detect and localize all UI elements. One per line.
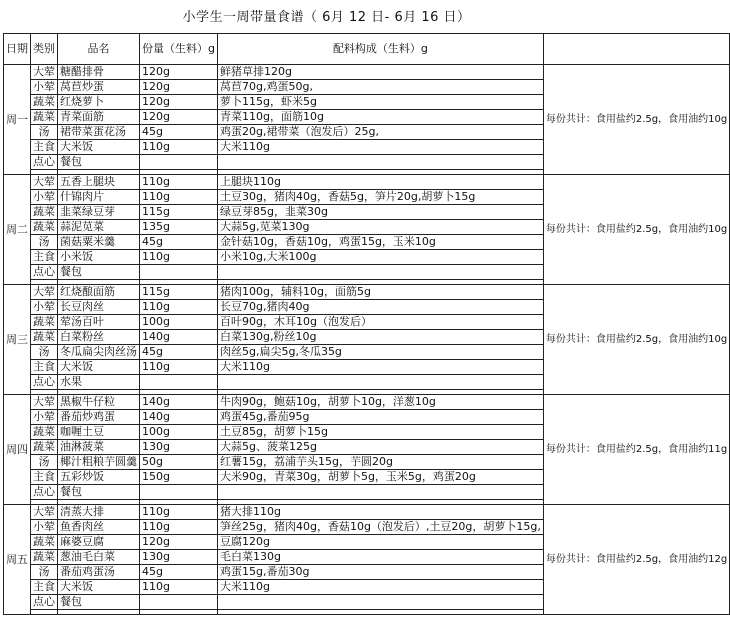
ingredients-cell: 绿豆芽85g，韭菜30g	[217, 205, 543, 220]
ingredients-cell: 鸡蛋20g,裙带菜（泡发后）25g,	[217, 125, 543, 140]
portion-cell	[140, 595, 218, 610]
portion-cell: 130g	[140, 440, 218, 455]
category-cell: 汤	[31, 565, 58, 580]
ingredients-cell: 豆腐120g	[217, 535, 543, 550]
category-cell: 主食	[31, 140, 58, 155]
category-cell: 蔬菜	[31, 110, 58, 125]
category-cell: 蔬菜	[31, 220, 58, 235]
portion-cell: 100g	[140, 315, 218, 330]
portion-cell: 140g	[140, 410, 218, 425]
dish-name-cell: 蒜泥苋菜	[58, 220, 140, 235]
category-cell: 点心	[31, 375, 58, 390]
dish-name-cell: 五香上腿块	[58, 175, 140, 190]
ingredients-cell: 土豆85g，胡萝卜15g	[217, 425, 543, 440]
portion-cell: 45g	[140, 235, 218, 250]
dish-name-cell: 番茄鸡蛋汤	[58, 565, 140, 580]
dish-name-cell: 红烧酿面筋	[58, 285, 140, 300]
dish-name-cell: 油淋菠菜	[58, 440, 140, 455]
table-row	[4, 175, 730, 190]
dish-name-cell: 黑椒牛仔粒	[58, 395, 140, 410]
category-cell: 主食	[31, 470, 58, 485]
portion-cell: 110g	[140, 250, 218, 265]
ingredients-cell: 小米10g,大米100g	[217, 250, 543, 265]
dish-name-cell: 冬瓜扁尖肉丝汤	[58, 345, 140, 360]
header-category: 类别	[31, 34, 58, 65]
day-label: 周二	[4, 175, 31, 285]
menu-table	[3, 33, 730, 615]
category-cell: 主食	[31, 580, 58, 595]
portion-cell: 115g	[140, 205, 218, 220]
dish-name-cell: 糖醋排骨	[58, 65, 140, 80]
category-cell: 大荤	[31, 65, 58, 80]
dish-name-cell: 大米饭	[58, 140, 140, 155]
portion-cell: 110g	[140, 190, 218, 205]
day-label: 周四	[4, 395, 31, 505]
portion-cell: 45g	[140, 565, 218, 580]
category-cell: 汤	[31, 235, 58, 250]
ingredients-cell	[217, 375, 543, 390]
header-day: 日期	[4, 34, 31, 65]
ingredients-cell: 百叶90g，木耳10g（泡发后）	[217, 315, 543, 330]
ingredients-cell: 鸡蛋15g,番茄30g	[217, 565, 543, 580]
portion-cell: 50g	[140, 455, 218, 470]
category-cell: 小荤	[31, 410, 58, 425]
portion-cell	[140, 265, 218, 280]
ingredients-cell: 鸡蛋45g,番茄95g	[217, 410, 543, 425]
category-cell: 小荤	[31, 190, 58, 205]
dish-name-cell: 葱油毛白菜	[58, 550, 140, 565]
portion-cell: 115g	[140, 285, 218, 300]
dish-name-cell: 红烧萝卜	[58, 95, 140, 110]
ingredients-cell	[217, 595, 543, 610]
category-cell: 大荤	[31, 505, 58, 520]
dish-name-cell: 番茄炒鸡蛋	[58, 410, 140, 425]
dish-name-cell: 荤汤百叶	[58, 315, 140, 330]
nutrition-note: 每份共计：食用盐约2.5g，食用油约10g	[543, 65, 729, 175]
ingredients-cell: 大米110g	[217, 580, 543, 595]
dish-name-cell: 水果	[58, 375, 140, 390]
dish-name-cell: 餐包	[58, 265, 140, 280]
dish-name-cell: 餐包	[58, 595, 140, 610]
spacer-cell	[140, 610, 218, 615]
ingredients-cell	[217, 485, 543, 500]
portion-cell: 120g	[140, 95, 218, 110]
category-cell: 蔬菜	[31, 535, 58, 550]
header-note	[543, 34, 729, 65]
dish-name-cell: 清蒸大排	[58, 505, 140, 520]
category-cell: 小荤	[31, 300, 58, 315]
ingredients-cell: 大米110g	[217, 360, 543, 375]
dish-name-cell: 麻婆豆腐	[58, 535, 140, 550]
header-ingredients: 配料构成（生料）g	[217, 34, 543, 65]
dish-name-cell: 韭菜绿豆芽	[58, 205, 140, 220]
category-cell: 小荤	[31, 520, 58, 535]
category-cell: 点心	[31, 485, 58, 500]
portion-cell: 120g	[140, 80, 218, 95]
ingredients-cell: 金针菇10g，香菇10g，鸡蛋15g，玉米10g	[217, 235, 543, 250]
ingredients-cell: 猪大排110g	[217, 505, 543, 520]
menu-body	[4, 65, 730, 615]
portion-cell: 110g	[140, 140, 218, 155]
portion-cell: 120g	[140, 110, 218, 125]
portion-cell: 110g	[140, 360, 218, 375]
dish-name-cell: 裙带菜蛋花汤	[58, 125, 140, 140]
portion-cell	[140, 485, 218, 500]
portion-cell: 130g	[140, 550, 218, 565]
portion-cell	[140, 155, 218, 170]
table-row	[4, 285, 730, 300]
portion-cell: 120g	[140, 535, 218, 550]
ingredients-cell: 长豆70g,猪肉40g	[217, 300, 543, 315]
ingredients-cell: 青菜110g，面筋10g	[217, 110, 543, 125]
portion-cell: 150g	[140, 470, 218, 485]
category-cell: 蔬菜	[31, 550, 58, 565]
portion-cell: 140g	[140, 395, 218, 410]
dish-name-cell: 长豆肉丝	[58, 300, 140, 315]
category-cell: 点心	[31, 265, 58, 280]
ingredients-cell: 土豆30g，猪肉40g，香菇5g，笋片20g,胡萝卜15g	[217, 190, 543, 205]
header-portion: 份量（生料）g	[140, 34, 218, 65]
nutrition-note: 每份共计：食用盐约2.5g，食用油约10g	[543, 285, 729, 395]
category-cell: 蔬菜	[31, 330, 58, 345]
day-label: 周一	[4, 65, 31, 175]
portion-cell: 140g	[140, 330, 218, 345]
day-label: 周三	[4, 285, 31, 395]
category-cell: 大荤	[31, 395, 58, 410]
portion-cell: 110g	[140, 175, 218, 190]
spacer-cell	[58, 610, 140, 615]
category-cell: 蔬菜	[31, 440, 58, 455]
dish-name-cell: 椰汁粗粮芋圆羹	[58, 455, 140, 470]
category-cell: 点心	[31, 155, 58, 170]
ingredients-cell: 笋丝25g，猪肉40g，香菇10g（泡发后）,土豆20g，胡萝卜15g,	[217, 520, 543, 535]
ingredients-cell: 上腿块110g	[217, 175, 543, 190]
dish-name-cell: 菌菇粟米羹	[58, 235, 140, 250]
portion-cell: 110g	[140, 300, 218, 315]
portion-cell: 100g	[140, 425, 218, 440]
ingredients-cell: 肉丝5g,扁尖5g,冬瓜35g	[217, 345, 543, 360]
dish-name-cell: 餐包	[58, 155, 140, 170]
ingredients-cell: 白菜130g,粉丝10g	[217, 330, 543, 345]
portion-cell	[140, 375, 218, 390]
dish-name-cell: 青菜面筋	[58, 110, 140, 125]
page-title: 小学生一周带量食谱（ 6月 12 日- 6月 16 日）	[182, 10, 471, 25]
header-row	[4, 34, 730, 65]
dish-name-cell: 咖喱土豆	[58, 425, 140, 440]
category-cell: 主食	[31, 360, 58, 375]
category-cell: 蔬菜	[31, 95, 58, 110]
ingredients-cell: 大蒜5g,苋菜130g	[217, 220, 543, 235]
category-cell: 蔬菜	[31, 205, 58, 220]
dish-name-cell: 大米饭	[58, 580, 140, 595]
portion-cell: 45g	[140, 345, 218, 360]
portion-cell: 110g	[140, 520, 218, 535]
ingredients-cell: 莴苣70g,鸡蛋50g,	[217, 80, 543, 95]
dish-name-cell: 餐包	[58, 485, 140, 500]
table-row	[4, 65, 730, 80]
ingredients-cell: 红薯15g，荔浦芋头15g，芋圆20g	[217, 455, 543, 470]
ingredients-cell	[217, 265, 543, 280]
category-cell: 蔬菜	[31, 425, 58, 440]
ingredients-cell: 牛肉90g，鲍菇10g，胡萝卜10g，洋葱10g	[217, 395, 543, 410]
category-cell: 汤	[31, 455, 58, 470]
spacer-cell	[31, 610, 58, 615]
category-cell: 点心	[31, 595, 58, 610]
ingredients-cell: 大米110g	[217, 140, 543, 155]
nutrition-note: 每份共计：食用盐约2.5g，食用油约12g	[543, 505, 729, 615]
portion-cell: 45g	[140, 125, 218, 140]
nutrition-note: 每份共计：食用盐约2.5g，食用油约10g	[543, 175, 729, 285]
ingredients-cell: 毛白菜130g	[217, 550, 543, 565]
dish-name-cell: 小米饭	[58, 250, 140, 265]
portion-cell: 135g	[140, 220, 218, 235]
nutrition-note: 每份共计：食用盐约2.5g，食用油约11g	[543, 395, 729, 505]
ingredients-cell: 大米90g，青菜30g，胡萝卜5g，玉米5g，鸡蛋20g	[217, 470, 543, 485]
spacer-cell	[217, 610, 543, 615]
dish-name-cell: 五彩炒饭	[58, 470, 140, 485]
category-cell: 蔬菜	[31, 315, 58, 330]
day-label: 周五	[4, 505, 31, 615]
header-name: 品名	[58, 34, 140, 65]
portion-cell: 110g	[140, 505, 218, 520]
category-cell: 大荤	[31, 285, 58, 300]
dish-name-cell: 大米饭	[58, 360, 140, 375]
dish-name-cell: 什锦肉片	[58, 190, 140, 205]
portion-cell: 120g	[140, 65, 218, 80]
category-cell: 汤	[31, 125, 58, 140]
ingredients-cell: 大蒜5g、菠菜125g	[217, 440, 543, 455]
dish-name-cell: 莴苣炒蛋	[58, 80, 140, 95]
ingredients-cell: 萝卜115g，虾米5g	[217, 95, 543, 110]
table-row	[4, 395, 730, 410]
ingredients-cell: 猪肉100g，辅料10g，面筋5g	[217, 285, 543, 300]
category-cell: 大荤	[31, 175, 58, 190]
dish-name-cell: 鱼香肉丝	[58, 520, 140, 535]
ingredients-cell	[217, 155, 543, 170]
dish-name-cell: 白菜粉丝	[58, 330, 140, 345]
table-row	[4, 505, 730, 520]
category-cell: 主食	[31, 250, 58, 265]
portion-cell: 110g	[140, 580, 218, 595]
category-cell: 小荤	[31, 80, 58, 95]
category-cell: 汤	[31, 345, 58, 360]
ingredients-cell: 鲜猪草排120g	[217, 65, 543, 80]
